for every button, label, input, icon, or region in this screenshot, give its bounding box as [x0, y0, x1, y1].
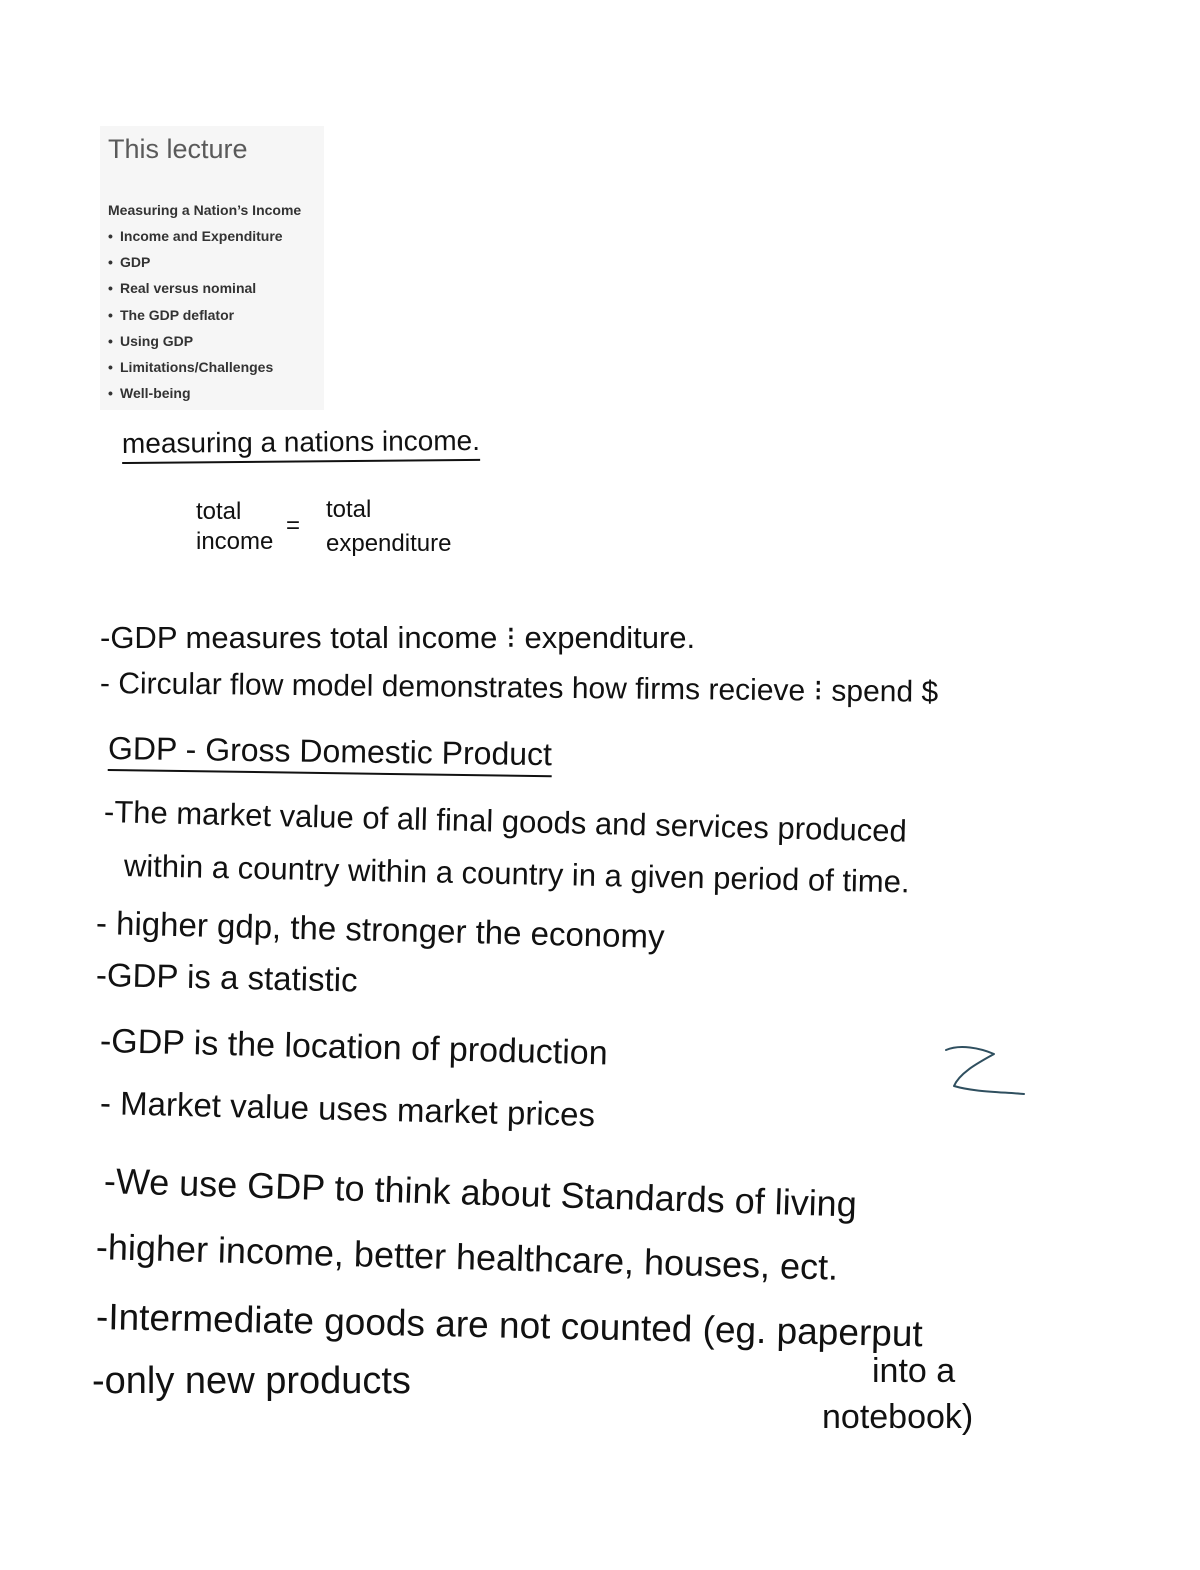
note-gdp-definition-2: within a country within a country in a given period of time.	[123, 848, 910, 900]
note-intermediate-goods-cont: into a	[872, 1352, 956, 1390]
note-higher-gdp: - higher gdp, the stronger the economy	[95, 904, 665, 955]
note-gdp-definition-1: -The market value of all final goods and services produced	[103, 794, 908, 849]
notes-heading-income: measuring a nations income.	[122, 425, 480, 464]
note-higher-income: -higher income, better healthcare, houses, ect.	[95, 1226, 839, 1288]
slide-heading: Measuring a Nation’s Income	[108, 202, 302, 218]
slide-bullet: • The GDP deflator	[108, 306, 235, 323]
note-gdp-statistic: -GDP is a statistic	[95, 956, 358, 999]
lecture-slide-snippet	[100, 126, 324, 410]
note-gdp-measures: -GDP measures total income ⁝ expenditure.	[100, 620, 696, 655]
notes-heading-gdp: GDP - Gross Domestic Product	[108, 730, 552, 777]
note-standards-of-living: -We use GDP to think about Standards of living	[103, 1160, 858, 1225]
note-circular-flow: - Circular flow model demonstrates how firms recieve ⁝ spend $	[99, 667, 939, 709]
equation-right-top: total	[326, 496, 372, 523]
slide-bullet: • Limitations/Challenges	[108, 358, 274, 375]
slide-title: This lecture	[108, 134, 248, 164]
slide-bullet: • Well-being	[108, 385, 191, 402]
note-new-products: -only new products	[92, 1360, 411, 1402]
slide-bullet-list	[108, 228, 283, 411]
slide-bullet: • Income and Expenditure	[108, 228, 283, 244]
equation-right-bottom: expenditure	[326, 530, 452, 557]
equation-left-bottom: income	[196, 528, 274, 555]
slide-bullet: • GDP	[108, 254, 151, 271]
equation-equals: =	[286, 512, 301, 539]
note-intermediate-goods: -Intermediate goods are not counted (eg. paperput	[95, 1296, 924, 1355]
note-gdp-location: -GDP is the location of production	[99, 1022, 609, 1073]
equation-left-top: total	[196, 498, 242, 525]
note-market-value: - Market value uses market prices	[99, 1084, 596, 1134]
note-intermediate-goods-cont: notebook)	[822, 1398, 974, 1436]
slide-bullet: • Using GDP	[108, 332, 194, 349]
slide-bullet: • Real versus nominal	[108, 280, 257, 297]
pen-scribble-icon	[940, 1042, 1030, 1102]
